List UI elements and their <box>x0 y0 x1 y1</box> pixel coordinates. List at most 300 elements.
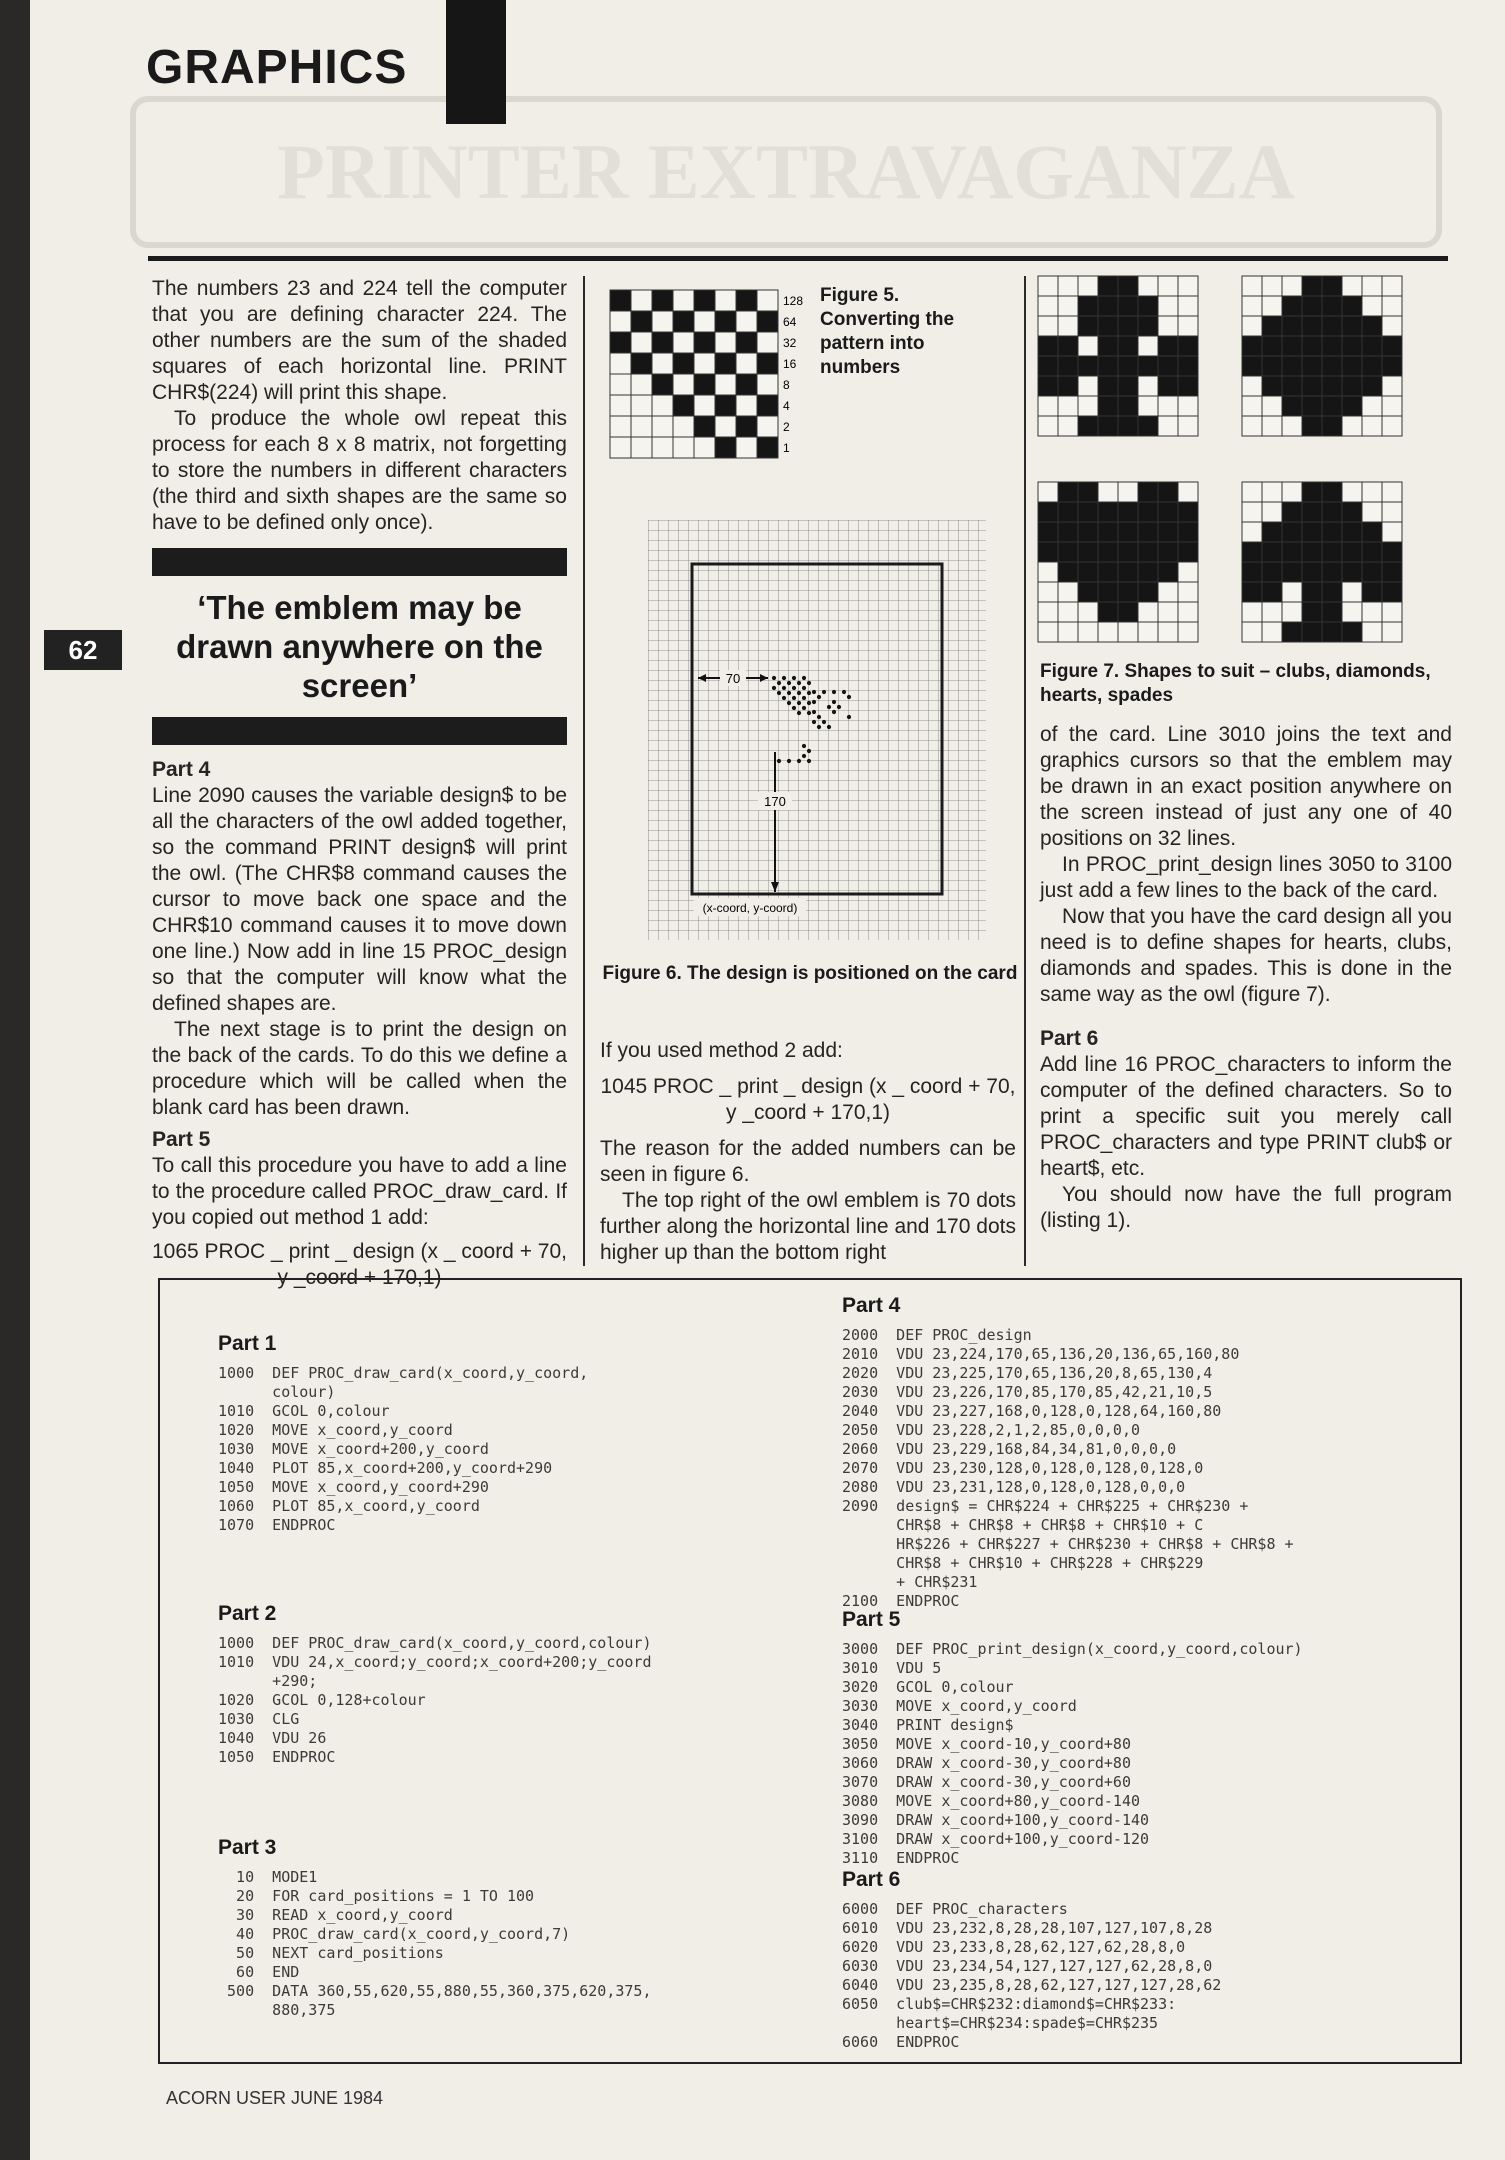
listing-part-3 <box>218 1836 651 2020</box>
owl-dot <box>772 676 776 680</box>
grid-cell <box>652 374 673 395</box>
paragraph: Add line 16 PROC_characters to inform the computer of the defined characters. So to print a specific suit you merely call PROC_characters and type PRINT club$ or heart$, etc. <box>1040 1053 1452 1180</box>
heart-cell <box>1118 562 1138 582</box>
owl-dot <box>812 700 816 704</box>
diamond-cell <box>1262 356 1282 376</box>
diamond-cell <box>1322 336 1342 356</box>
owl-dot <box>792 686 796 690</box>
heart-cell <box>1158 522 1178 542</box>
owl-dot <box>837 705 841 709</box>
owl-dot <box>807 691 811 695</box>
diamond-cell <box>1302 416 1322 436</box>
diamond-cell <box>1302 296 1322 316</box>
club-cell <box>1118 276 1138 296</box>
club-cell <box>1038 396 1058 416</box>
club-cell <box>1138 276 1158 296</box>
listing-part-title: Part 4 <box>842 1294 901 1317</box>
diamond-cell <box>1342 396 1362 416</box>
owl-dot <box>802 676 806 680</box>
grid-cell <box>757 395 778 416</box>
grid-cell <box>610 374 631 395</box>
club-cell <box>1138 296 1158 316</box>
grid-cell <box>652 332 673 353</box>
club-cell <box>1178 376 1198 396</box>
spade-cell <box>1302 562 1322 582</box>
footer-credit: ACORN USER JUNE 1984 <box>166 2088 384 2108</box>
spade-cell <box>1302 502 1322 522</box>
grid-cell <box>694 374 715 395</box>
grid-cell <box>757 353 778 374</box>
grid-cell <box>715 353 736 374</box>
spade-cell <box>1382 482 1402 502</box>
owl-dot <box>842 690 846 694</box>
listing-part-title: Part 2 <box>218 1602 277 1625</box>
grid-cell <box>631 332 652 353</box>
owl-dot <box>797 701 801 705</box>
grid-cell <box>652 395 673 416</box>
owl-dot <box>812 720 816 724</box>
spade-cell <box>1242 502 1262 522</box>
club-cell <box>1098 316 1118 336</box>
spade-cell <box>1242 562 1262 582</box>
spade-cell <box>1362 482 1382 502</box>
paragraph: The numbers 23 and 224 tell the computer that you are defining character 224. The other numbers are the sum of the shaded squares of each horizontal line. PRINT CHR$(224) will print this shape. <box>152 277 567 404</box>
heart-cell <box>1118 502 1138 522</box>
grid-cell <box>736 437 757 458</box>
grid-cell <box>673 395 694 416</box>
heart-cell <box>1058 482 1078 502</box>
spade-cell <box>1302 602 1322 622</box>
code-block: 1000 DEF PROC_draw_card(x_coord,y_coord, colour) 1010 GCOL 0,colour 1020 MOVE x_coord,y_coord 1030 MOVE x_coord+200,y_coord 1040 PLOT 85,x_coord+200,y_coord+290 1050 MOVE x_coord,y_coord+290 1060 PLOT 85,x_coord,y_coord 1070 ENDPROC <box>218 1364 589 1534</box>
heart-cell <box>1098 582 1118 602</box>
club-cell <box>1138 396 1158 416</box>
club-cell <box>1078 316 1098 336</box>
diamond-cell <box>1382 376 1402 396</box>
spade-cell <box>1322 602 1342 622</box>
grid-cell <box>673 311 694 332</box>
owl-dot <box>807 681 811 685</box>
club-cell <box>1058 376 1078 396</box>
club-cell <box>1178 296 1198 316</box>
spade-cell <box>1382 562 1402 582</box>
grid-cell <box>652 311 673 332</box>
owl-dot <box>807 759 811 763</box>
diamond-cell <box>1342 356 1362 376</box>
club-cell <box>1058 416 1078 436</box>
label-70: 70 <box>725 671 741 686</box>
spade-cell <box>1382 582 1402 602</box>
bit-value-label: 64 <box>783 315 797 329</box>
grid-cell <box>736 395 757 416</box>
owl-dot <box>847 715 851 719</box>
spade-cell <box>1282 502 1302 522</box>
diamond-cell <box>1302 276 1322 296</box>
diamond-cell <box>1362 296 1382 316</box>
diamond-cell <box>1382 416 1402 436</box>
code-block: 2000 DEF PROC_design 2010 VDU 23,224,170,65,136,20,136,65,160,80 2020 VDU 23,225,170,65,136,20,8,65,130,4 2030 VDU 23,226,170,85,170,85,42,21,10,5 2040 VDU 23,227,168,0,128,0,128,64,160,80 2050 VDU 23,228,2,1,2,85,0,0,0,0 2060 VDU 23,229,168,84,34,81,0,0,0,0 2070 VDU 23,230,128,0,128,0,128,0,128,0 2080 VDU 23,231,128,0,128,0,128,0,0,0 2090 design$ = CHR$224 + CHR$225 + CHR$230 + CHR$8 + CHR$8 + CHR$8 + CHR$10 + C HR$226 + CHR$227 + CHR$230 + CHR$8 + CHR$8 + CHR$8 + CHR$10 + CHR$228 + CHR$229 + CHR$231 2100 ENDPROC <box>842 1326 1294 1610</box>
owl-dot <box>797 681 801 685</box>
club-cell <box>1158 276 1178 296</box>
club-cell <box>1178 316 1198 336</box>
code-block: 6000 DEF PROC_characters 6010 VDU 23,232,8,28,28,107,127,107,8,28 6020 VDU 23,233,8,28,62,127,62,28,8,0 6030 VDU 23,234,54,127,127,127,62,28,8,0 6040 VDU 23,235,8,28,62,127,127,127,28,62 6050 club$=CHR$232:diamond$=CHR$233: heart$=CHR$234:spade$=CHR$235 6060 ENDPROC <box>842 1900 1222 2051</box>
paragraph: of the card. Line 3010 joins the text and graphics cursors so that the emblem may be drawn in an exact position anywhere on the screen instead of just any one of 40 positions on 32 lines. <box>1040 723 1452 850</box>
figure-5-caption: Figure 5. Converting the pattern into numbers <box>820 285 955 378</box>
club-cell <box>1098 416 1118 436</box>
heart-cell <box>1178 582 1198 602</box>
grid-cell <box>694 353 715 374</box>
grid-cell <box>736 416 757 437</box>
club-cell <box>1098 336 1118 356</box>
heart-cell <box>1158 502 1178 522</box>
spade-cell <box>1342 522 1362 542</box>
grid-cell <box>673 290 694 311</box>
owl-dot <box>847 695 851 699</box>
grid-cell <box>715 416 736 437</box>
listing-part-5 <box>842 1608 1303 1868</box>
diamond-cell <box>1262 396 1282 416</box>
owl-dot <box>807 711 811 715</box>
part4-heading: Part 4 <box>152 758 211 781</box>
heart-cell <box>1058 602 1078 622</box>
club-cell <box>1138 376 1158 396</box>
diamond-cell <box>1342 296 1362 316</box>
grid-cell <box>673 416 694 437</box>
grid-cell <box>631 416 652 437</box>
grid-cell <box>757 332 778 353</box>
heart-cell <box>1118 582 1138 602</box>
diamond-cell <box>1242 376 1262 396</box>
club-cell <box>1158 316 1178 336</box>
heart-cell <box>1038 502 1058 522</box>
diamond-cell <box>1382 296 1402 316</box>
diamond-cell <box>1282 296 1302 316</box>
diamond-cell <box>1282 376 1302 396</box>
grid-cell <box>631 290 652 311</box>
heart-cell <box>1038 562 1058 582</box>
diamond-cell <box>1262 336 1282 356</box>
club-cell <box>1138 356 1158 376</box>
owl-dot <box>817 715 821 719</box>
spade-cell <box>1342 582 1362 602</box>
spade-cell <box>1382 522 1402 542</box>
club-cell <box>1098 296 1118 316</box>
spade-cell <box>1362 582 1382 602</box>
heart-cell <box>1138 562 1158 582</box>
spade-cell <box>1382 502 1402 522</box>
pull-quote: ‘The emblem may be drawn anywhere on the screen’ <box>176 589 543 704</box>
club-cell <box>1178 396 1198 416</box>
spade-cell <box>1362 502 1382 522</box>
club-cell <box>1098 356 1118 376</box>
grid-cell <box>652 416 673 437</box>
heart-cell <box>1158 482 1178 502</box>
grid-cell <box>694 290 715 311</box>
grid-cell <box>715 395 736 416</box>
club-cell <box>1118 316 1138 336</box>
figure-7-suits <box>1036 274 1456 654</box>
column-divider <box>1024 276 1026 1266</box>
heart-cell <box>1038 522 1058 542</box>
program-listing <box>158 1278 1462 2064</box>
heart-cell <box>1178 542 1198 562</box>
owl-dot <box>802 744 806 748</box>
code-block: 3000 DEF PROC_print_design(x_coord,y_coord,colour) 3010 VDU 5 3020 GCOL 0,colour 3030 MOVE x_coord,y_coord 3040 PRINT design$ 3050 MOVE x_coord-10,y_coord+80 3060 DRAW x_coord-30,y_coord+80 3070 DRAW x_coord-30,y_coord+60 3080 MOVE x_coord+80,y_coord-140 3090 DRAW x_coord+100,y_coord-140 3100 DRAW x_coord+100,y_coord-120 3110 ENDPROC <box>842 1640 1303 1867</box>
grid-cell <box>673 332 694 353</box>
bit-value-label: 8 <box>783 378 790 392</box>
diamond-cell <box>1302 396 1322 416</box>
grid-cell <box>757 437 778 458</box>
owl-dot <box>777 691 781 695</box>
club-cell <box>1078 356 1098 376</box>
listing-part-title: Part 5 <box>842 1608 901 1631</box>
diamond-cell <box>1322 376 1342 396</box>
column-3 <box>1040 722 1452 1234</box>
owl-dot <box>797 711 801 715</box>
diamond-cell <box>1242 336 1262 356</box>
heart-cell <box>1138 502 1158 522</box>
heart-cell <box>1118 522 1138 542</box>
spade-cell <box>1342 622 1362 642</box>
spade-cell <box>1362 562 1382 582</box>
spade-cell <box>1282 622 1302 642</box>
owl-dot <box>807 701 811 705</box>
grid-cell <box>694 332 715 353</box>
spade-cell <box>1382 622 1402 642</box>
club-cell <box>1058 276 1078 296</box>
diamond-cell <box>1342 316 1362 336</box>
grid-cell <box>694 437 715 458</box>
heart-cell <box>1178 562 1198 582</box>
spade-cell <box>1242 522 1262 542</box>
listing-part-title: Part 3 <box>218 1836 277 1859</box>
spade-cell <box>1342 562 1362 582</box>
heart-cell <box>1118 602 1138 622</box>
owl-dot <box>787 691 791 695</box>
heart-cell <box>1098 562 1118 582</box>
heart-cell <box>1058 582 1078 602</box>
diamond-cell <box>1342 336 1362 356</box>
diamond-cell <box>1242 356 1262 376</box>
heart-cell <box>1118 542 1138 562</box>
diamond-cell <box>1302 376 1322 396</box>
club-cell <box>1158 336 1178 356</box>
club-cell <box>1118 396 1138 416</box>
heart-cell <box>1098 502 1118 522</box>
spade-cell <box>1242 602 1262 622</box>
owl-dot <box>827 705 831 709</box>
club-cell <box>1178 276 1198 296</box>
spade-grid <box>1240 480 1404 644</box>
club-cell <box>1178 336 1198 356</box>
club-cell <box>1118 416 1138 436</box>
diamond-cell <box>1382 276 1402 296</box>
paragraph: If you used method 2 add: <box>600 1039 843 1062</box>
owl-dot <box>797 691 801 695</box>
grid-cell <box>610 353 631 374</box>
diamond-cell <box>1282 356 1302 376</box>
grid-cell <box>694 395 715 416</box>
heart-cell <box>1098 622 1118 642</box>
heart-cell <box>1078 502 1098 522</box>
owl-dot <box>782 686 786 690</box>
spade-cell <box>1262 602 1282 622</box>
spade-cell <box>1282 602 1302 622</box>
spade-cell <box>1322 542 1342 562</box>
heart-cell <box>1118 482 1138 502</box>
heart-cell <box>1138 602 1158 622</box>
listing-part-title: Part 1 <box>218 1332 277 1355</box>
bit-value-label: 2 <box>783 420 790 434</box>
grid-cell <box>757 374 778 395</box>
part5-heading: Part 5 <box>152 1128 211 1151</box>
club-cell <box>1038 276 1058 296</box>
grid-cell <box>736 353 757 374</box>
club-cell <box>1058 336 1078 356</box>
diamond-cell <box>1362 376 1382 396</box>
spade-cell <box>1242 582 1262 602</box>
club-cell <box>1058 356 1078 376</box>
club-cell <box>1038 336 1058 356</box>
spade-cell <box>1322 502 1342 522</box>
section-title: GRAPHICS <box>146 41 408 94</box>
heart-cell <box>1138 542 1158 562</box>
heart-cell <box>1178 622 1198 642</box>
club-cell <box>1118 336 1138 356</box>
grid-cell <box>652 290 673 311</box>
figure-5-grid <box>608 288 808 464</box>
heart-cell <box>1058 562 1078 582</box>
heart-cell <box>1078 602 1098 622</box>
club-cell <box>1158 376 1178 396</box>
quote-bar <box>152 717 567 745</box>
bit-value-label: 128 <box>783 294 804 308</box>
owl-dot <box>802 696 806 700</box>
grid-cell <box>715 332 736 353</box>
spade-cell <box>1322 562 1342 582</box>
heart-cell <box>1098 522 1118 542</box>
diamond-cell <box>1282 396 1302 416</box>
diamond-cell <box>1282 416 1302 436</box>
owl-dot <box>812 690 816 694</box>
label-coord: (x-coord, y-coord) <box>702 901 798 915</box>
heart-cell <box>1038 582 1058 602</box>
grid-cell <box>652 353 673 374</box>
spade-cell <box>1282 482 1302 502</box>
owl-dot <box>782 676 786 680</box>
diamond-cell <box>1342 416 1362 436</box>
heart-cell <box>1058 522 1078 542</box>
heart-cell <box>1098 602 1118 622</box>
heart-cell <box>1158 542 1178 562</box>
paragraph: The reason for the added numbers can be seen in figure 6. <box>600 1137 1016 1186</box>
spade-cell <box>1342 542 1362 562</box>
spade-cell <box>1342 482 1362 502</box>
grid-cell <box>610 311 631 332</box>
owl-dot <box>812 710 816 714</box>
paragraph: Now that you have the card design all you need is to define shapes for hearts, clubs, diamonds and spades. This is done in the same way as the owl (figure 7). <box>1040 905 1452 1006</box>
club-cell <box>1178 416 1198 436</box>
heart-cell <box>1138 582 1158 602</box>
club-cell <box>1098 276 1118 296</box>
owl-dot <box>827 725 831 729</box>
page-number: 62 <box>44 630 122 670</box>
grid-cell <box>610 395 631 416</box>
figure-7-caption: Figure 7. Shapes to suit – clubs, diamonds, hearts, spades <box>1040 661 1431 706</box>
figure-6-grid <box>648 520 986 940</box>
grid-cell <box>673 437 694 458</box>
club-cell <box>1078 416 1098 436</box>
diamond-cell <box>1322 316 1342 336</box>
club-cell <box>1118 356 1138 376</box>
club-cell <box>1038 376 1058 396</box>
club-cell <box>1038 296 1058 316</box>
code-snippet: 1045 PROC _ print _ design (x _ coord + 70, y _coord + 170,1) <box>600 1075 1016 1124</box>
grid-cell <box>631 353 652 374</box>
club-cell <box>1078 336 1098 356</box>
diamond-cell <box>1282 336 1302 356</box>
diamond-cell <box>1342 376 1362 396</box>
listing-part-title: Part 6 <box>842 1868 901 1891</box>
page-spine <box>0 0 30 2160</box>
spade-cell <box>1262 482 1282 502</box>
diamond-cell <box>1262 316 1282 336</box>
spade-cell <box>1302 482 1322 502</box>
listing-part-2 <box>218 1602 651 1767</box>
heart-cell <box>1158 622 1178 642</box>
faded-banner: PRINTER EXTRAVAGANZA <box>130 96 1442 248</box>
column-1 <box>152 276 567 1291</box>
grid-cell <box>757 311 778 332</box>
owl-dot <box>802 706 806 710</box>
club-grid <box>1036 274 1200 438</box>
club-cell <box>1118 376 1138 396</box>
quote-bar <box>152 548 567 576</box>
code-snippet: 1065 PROC _ print _ design (x _ coord + 70, y _coord + 170,1) <box>152 1240 567 1289</box>
heart-cell <box>1038 482 1058 502</box>
spade-cell <box>1262 562 1282 582</box>
label-170: 170 <box>764 794 786 809</box>
heart-cell <box>1078 562 1098 582</box>
spade-cell <box>1342 502 1362 522</box>
spade-cell <box>1322 582 1342 602</box>
owl-dot <box>817 725 821 729</box>
bit-value-label: 32 <box>783 336 797 350</box>
grid-cell <box>757 290 778 311</box>
owl-dot <box>782 696 786 700</box>
heart-cell <box>1098 482 1118 502</box>
spade-cell <box>1362 602 1382 622</box>
club-cell <box>1138 416 1158 436</box>
paragraph: You should now have the full program (listing 1). <box>1040 1183 1452 1232</box>
diamond-cell <box>1242 316 1262 336</box>
grid-cell <box>631 437 652 458</box>
listing-part-4 <box>842 1294 1294 1611</box>
owl-dot <box>832 700 836 704</box>
paragraph: The top right of the owl emblem is 70 dots further along the horizontal line and 170 dots higher up than the bottom right <box>600 1189 1016 1264</box>
heart-cell <box>1118 622 1138 642</box>
club-cell <box>1158 416 1178 436</box>
heart-cell <box>1038 542 1058 562</box>
grid-cell <box>736 311 757 332</box>
diamond-cell <box>1242 396 1262 416</box>
diamond-cell <box>1302 356 1322 376</box>
spade-cell <box>1262 522 1282 542</box>
owl-dot <box>797 759 801 763</box>
spade-cell <box>1302 582 1322 602</box>
diamond-cell <box>1282 316 1302 336</box>
spade-cell <box>1302 522 1322 542</box>
grid-cell <box>652 437 673 458</box>
